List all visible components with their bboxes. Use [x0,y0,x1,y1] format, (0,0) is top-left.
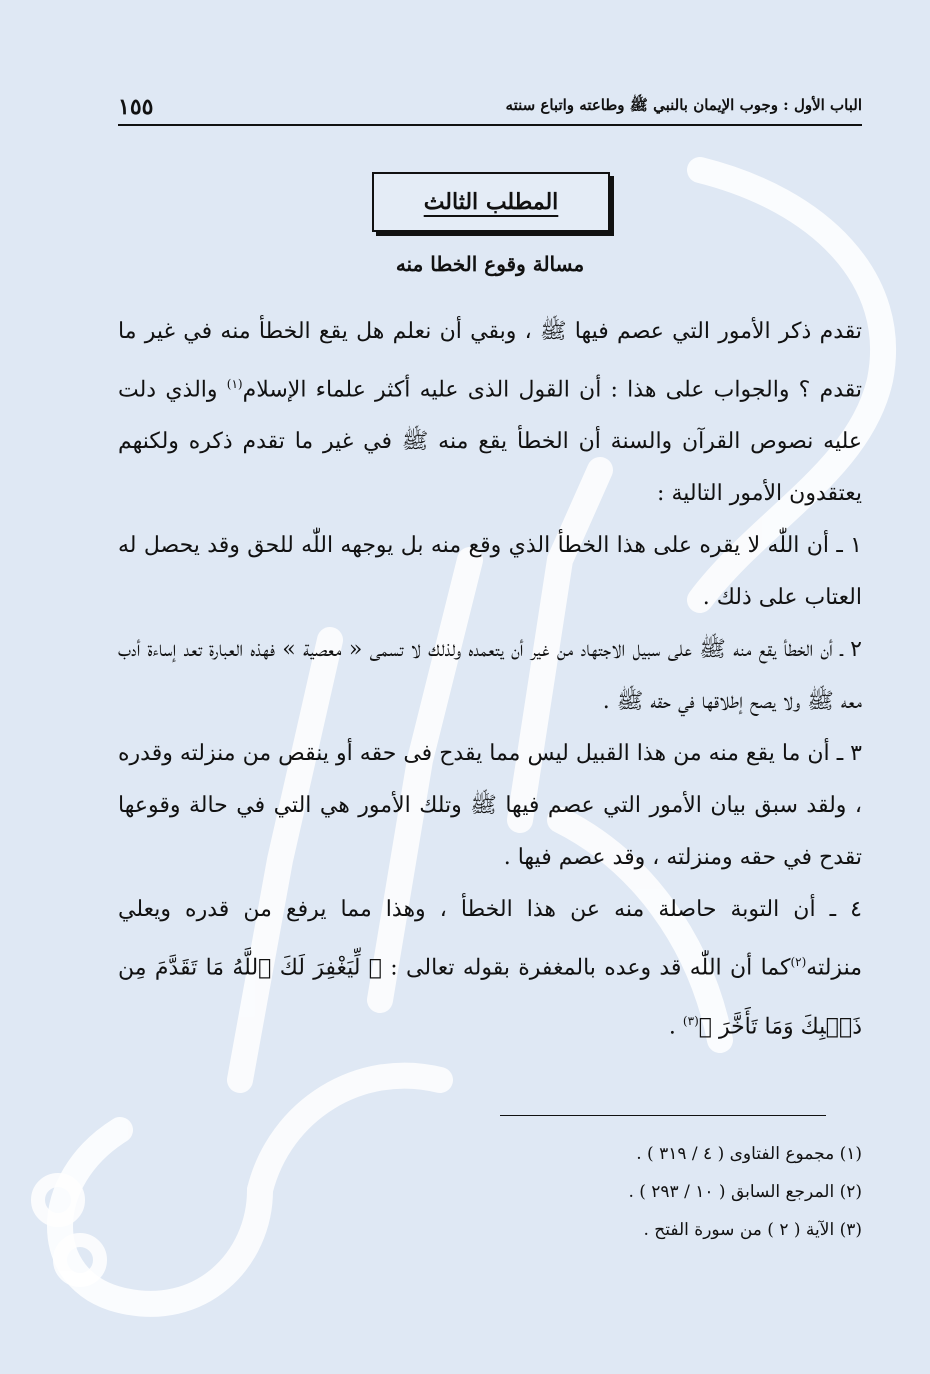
running-title: الباب الأول : وجوب الإيمان بالنبي ﷺ وطاعته واتباع سنته [505,96,862,114]
section-heading-box [372,172,610,232]
page-number: ١٥٥ [118,94,154,120]
footnote-ref-3: (٣) [682,1013,699,1028]
point-4: ٤ ـ أن التوبة حاصلة منه عن هذا الخطأ ، وهذا مما يرفع من قدره ويعلي منزلته$^{(٢)}$كما أن اللّٰه قد وعده بالمغفرة بقوله تعالى : ﴿ لِّيَغْفِرَ لَكَ ٱللَّهُ مَا تَقَدَّمَ مِن ذَنۢبِكَ وَمَا تَأَخَّرَ ﴾$^{(٣)}$ . [118,897,862,1039]
section-heading: المطلب الثالث [423,189,559,215]
footnotes [118,1135,862,1249]
point-3: ٣ ـ أن ما يقع منه من هذا القبيل ليس مما يقدح فى حقه أو ينقص من منزلته وقدره ، ولقد سبق بيان الأمور التي عصم فيها ﷺ وتلك الأمور هي التي في حالة وقوعها تقدح في حقه ومنزلته ، وقد عصم فيها . [118,741,862,871]
intro-paragraph: تقدم ذكر الأمور التي عصم فيها ﷺ ، وبقي أن نعلم هل يقع الخطأ منه في غير ما تقدم ؟ والجواب على هذا : أن القول الذى عليه أكثر علماء الإسلام$^{(١)}$ والذي دلت عليه نصوص القرآن والسنة أن الخطأ يقع منه ﷺ في غير ما تقدم ذكره ولكنهم يعتقدون الأمور التالية : [118,319,863,507]
footnote-3: (٣) الآية ( ٢ ) من سورة الفتح . [643,1220,862,1240]
point-1: ١ ـ أن اللّٰه لا يقره على هذا الخطأ الذي وقع منه بل يوجهه اللّٰه للحق وقد يحصل له العتاب على ذلك . [118,533,862,611]
footnote-2: (٢) المرجع السابق ( ١٠ / ٢٩٣ ) . [628,1182,862,1202]
footnote-divider [500,1115,826,1116]
body-text [118,306,862,1053]
footnote-1: (١) مجموع الفتاوى ( ٤ / ٣١٩ ) . [636,1144,862,1164]
section-subtitle: مسالة وقوع الخطا منه [395,252,585,276]
running-header [118,88,862,126]
footnote-ref-1: (١) [226,377,243,391]
footnote-ref-2: (٢) [790,955,807,970]
point-2: ٢ ـ أن الخطأ يقع منه ﷺ على سبيل الاجتهاد من غير أن يتعمده ولذلك لا تسمى « معصية » فهذه العبارة تعد إساءة أدب معه ﷺ ولا يصح إطلاقها في حقه ﷺ . [118,637,862,715]
